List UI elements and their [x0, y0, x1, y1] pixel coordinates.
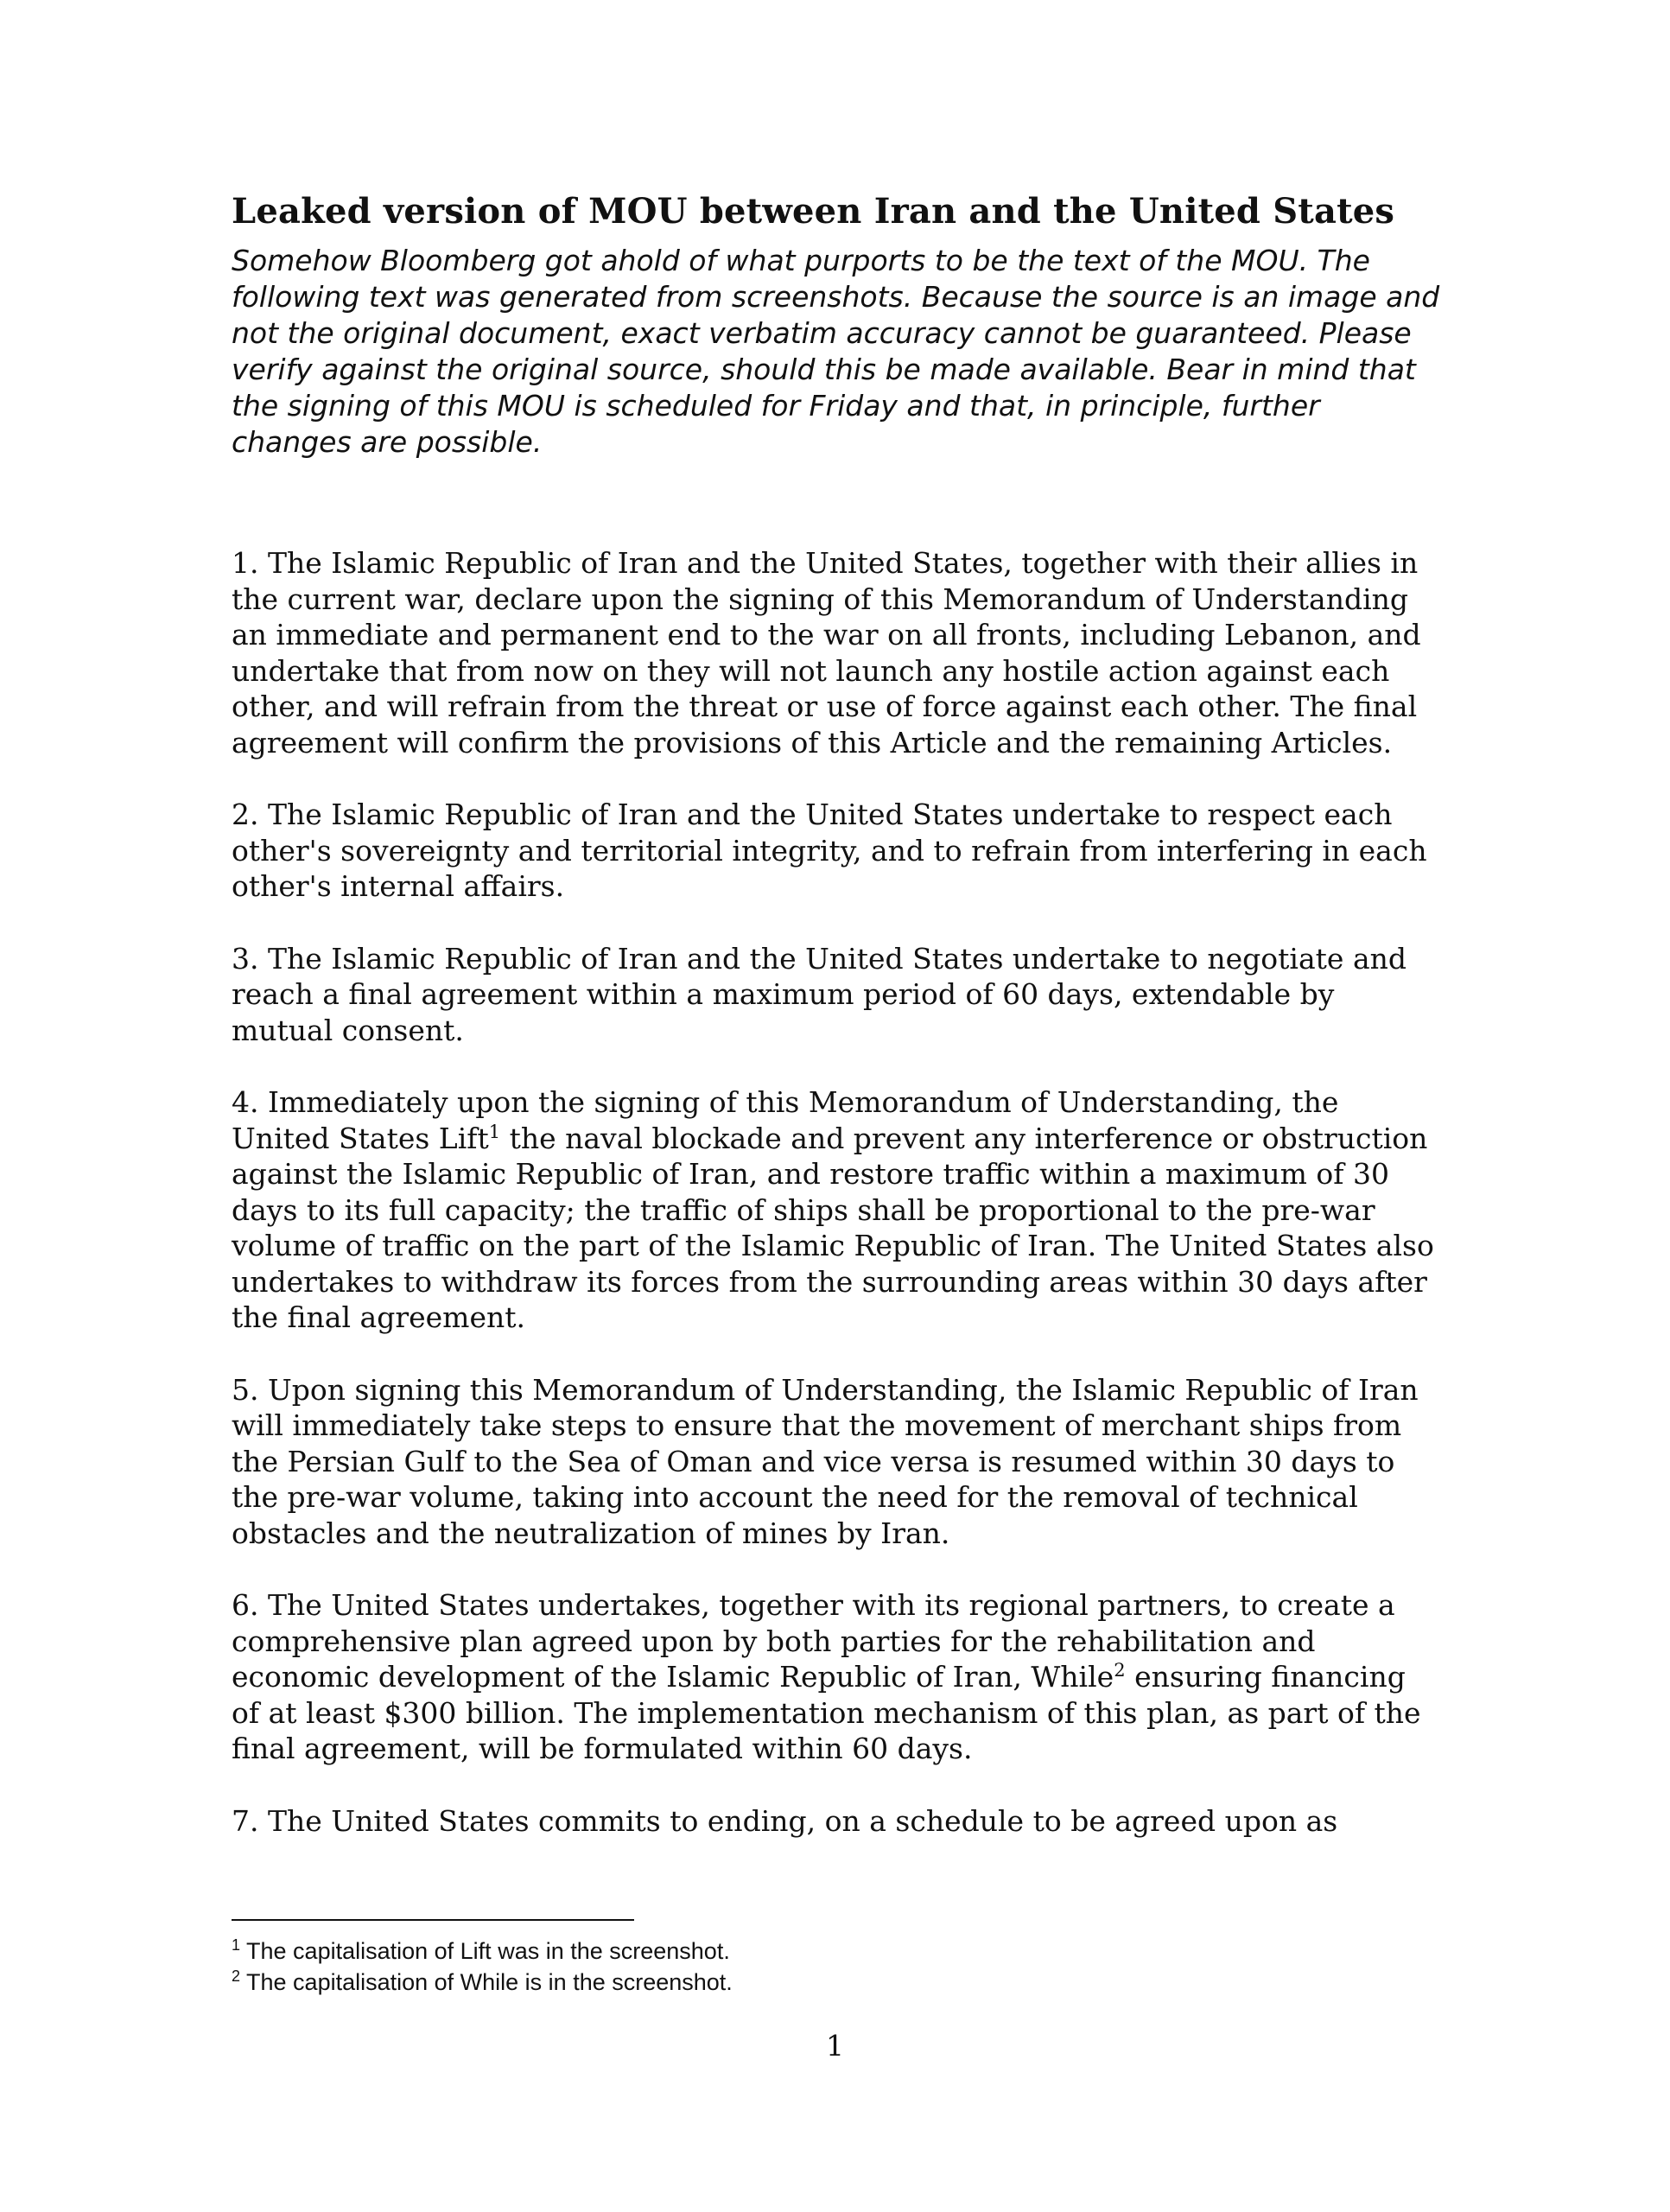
article-5: 5. Upon signing this Memorandum of Understanding, the Islamic Republic of Iran will immediately take steps to ensure that the movement of merchant ships from the Persian Gulf to the Sea of Oman and vice versa is resumed within 30 days to the pre-war volume, taking into account the need for the removal of technical obstacles and the neutralization of mines by Iran. [232, 1372, 1419, 1550]
article-4-text-start: 4. Immediately upon the signing of this Memorandum of Understanding, the United States Lift [232, 1085, 1339, 1155]
footnote-2-text: The capitalisation of While is in the screenshot. [240, 1969, 733, 1995]
article-4-text-end: the naval blockade and prevent any interference or obstruction against the Islamic Republic of Iran, and restore traffic within a maximum of 30 days to its full capacity; the traffic of ships shall be proportional to the pre-war volume of traffic on the part of the Islamic Republic of Iran. The United States also undertakes to withdraw its forces from the surrounding areas within 30 days after the final agreement. [232, 1121, 1434, 1334]
article-7: 7. The United States commits to ending, on a schedule to be agreed upon as [232, 1803, 1338, 1838]
footnote-1-marker: 1 [232, 1936, 241, 1954]
article-1: 1. The Islamic Republic of Iran and the United States, together with their allies in the current war, declare upon the signing of this Memorandum of Understanding an immediate and permanent end to the war on all fronts, including Lebanon, and undertake that from now on they will not launch any hostile action against each other, and will refrain from the threat or use of force against each other. The final agreement will confirm the provisions of this Article and the remaining Articles. [232, 546, 1421, 760]
footnote-2-marker: 2 [232, 1967, 241, 1985]
article-6-text-end: ensuring financing of at least $300 billion. The implementation mechanism of this plan, as part of the final agreement, will be formulated within 60 days. [232, 1660, 1421, 1765]
article-2: 2. The Islamic Republic of Iran and the United States undertake to respect each other's sovereignty and territorial integrity, and to refrain from interfering in each other's internal affairs. [232, 798, 1427, 903]
document-title: Leaked version of MOU between Iran and the United States [232, 191, 1395, 232]
article-6 [232, 1587, 1441, 1767]
articles-list [232, 545, 1441, 1839]
page-number: 1 [826, 2029, 844, 2063]
document-page [232, 186, 1441, 1875]
footnote-1 [232, 1936, 1441, 1967]
footnote-2 [232, 1967, 1441, 1998]
article-3: 3. The Islamic Republic of Iran and the United States undertake to negotiate and reach a final agreement within a maximum period of 60 days, extendable by mutual consent. [232, 941, 1406, 1047]
footnote-ref-2[interactable]: 2 [1114, 1660, 1126, 1681]
footnote-divider [232, 1919, 634, 1921]
intro-paragraph: Somehow Bloomberg got ahold of what purports to be the text of the MOU. The following text was generated from screenshots. Because the source is an image and not the original document, exact verbatim accuracy cannot be guaranteed. Please verify against the original source, should this be made available. Bear in mind that the signing of this MOU is scheduled for Friday and that, in principle, further changes are possible. [232, 244, 1440, 459]
footnote-ref-1[interactable]: 1 [488, 1121, 501, 1142]
footnotes-section [232, 1936, 1441, 1998]
article-6-text-start: 6. The United States undertakes, together with its regional partners, to create a comprehensive plan agreed upon by both parties for the rehabilitation and economic development of the Islamic Republic of Iran, While [232, 1588, 1395, 1694]
article-4 [232, 1084, 1441, 1336]
footnote-1-text: The capitalisation of Lift was in the screenshot. [240, 1938, 730, 1964]
